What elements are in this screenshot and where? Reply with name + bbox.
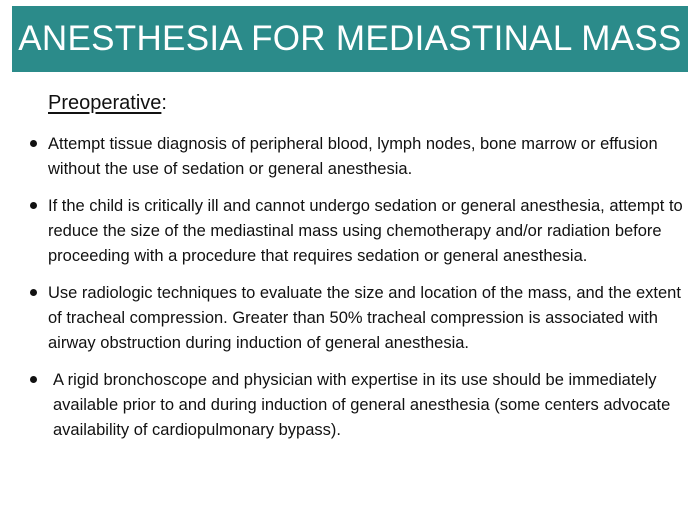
bullet-item — [30, 132, 685, 182]
title-bar — [12, 6, 688, 72]
section-heading-label: Preoperative — [48, 92, 162, 114]
section-heading-colon: : — [161, 92, 167, 114]
section-heading — [48, 92, 167, 115]
bullet-text: If the child is critically ill and cannot undergo sedation or general anesthesia, attempt to reduce the size of the mediastinal mass using chemotherapy and/or radiation before proceeding with a procedure that requires sedation or general anesthesia. — [48, 197, 683, 265]
bullet-dot-icon — [30, 376, 37, 383]
bullet-text: Use radiologic techniques to evaluate the size and location of the mass, and the extent of tracheal compression. Greater than 50% tracheal compression is associated with airway obstruction during induction of general anesthesia. — [48, 284, 681, 352]
bullet-item — [30, 194, 685, 269]
bullet-dot-icon — [30, 202, 37, 209]
slide-title: ANESTHESIA FOR MEDIASTINAL MASS — [18, 19, 682, 58]
bullet-dot-icon — [30, 140, 37, 147]
bullet-item — [30, 281, 685, 356]
bullet-list — [30, 132, 685, 455]
bullet-dot-icon — [30, 289, 37, 296]
bullet-text: A rigid bronchoscope and physician with expertise in its use should be immediately available prior to and during induction of general anesthesia (some centers advocate availability of cardiopulmonary bypass). — [53, 371, 671, 439]
bullet-item — [30, 368, 685, 443]
bullet-text: Attempt tissue diagnosis of peripheral blood, lymph nodes, bone marrow or effusion without the use of sedation or general anesthesia. — [48, 135, 658, 178]
